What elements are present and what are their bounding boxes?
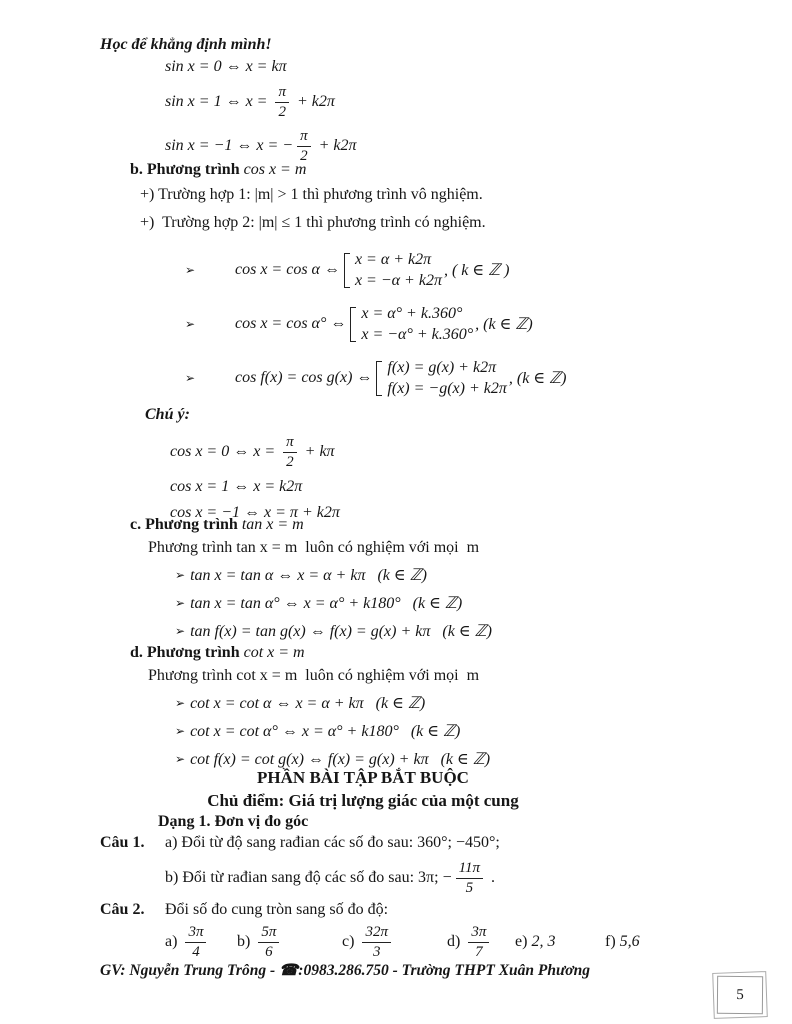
fraction-numerator: 11π — [456, 860, 483, 878]
option-a — [165, 920, 210, 964]
option-c — [342, 920, 395, 964]
dang1-title: Dạng 1. Đơn vị đo góc — [158, 813, 309, 830]
fraction-numerator: π — [275, 84, 289, 102]
option-value: 5,6 — [619, 933, 640, 950]
math-text: + kπ — [300, 443, 335, 460]
math-text: sin x = 0 ⇔ x = kπ — [165, 58, 287, 75]
math-tail: , (k ∈ ℤ) — [475, 316, 533, 333]
fraction-denominator: 4 — [192, 943, 200, 960]
math-text: cos x = 1 ⇔ x = k2π — [170, 478, 303, 495]
note-label: Chú ý: — [145, 406, 190, 423]
sin-eq-zero — [165, 54, 357, 80]
cos-bullet-alpha — [185, 243, 566, 297]
fraction — [258, 924, 279, 959]
fraction — [283, 434, 297, 469]
case-2-line: +) Trường hợp 2: |m| ≤ 1 thì phương trình có nghiệm. — [140, 214, 486, 231]
fraction-denominator: 6 — [265, 943, 273, 960]
section-c-heading — [130, 516, 304, 534]
math-text: cot x = cot α ⇔ x = α + kπ (k ∈ ℤ) — [190, 695, 426, 712]
fraction-denominator: 2 — [278, 103, 286, 120]
math-lhs: cos x = cos α° ⇔ — [235, 315, 347, 332]
math-lhs: cos x = cos α ⇔ — [235, 261, 340, 278]
cau1-part-b — [165, 856, 495, 900]
fraction-numerator: π — [283, 434, 297, 452]
option-label: c) — [342, 933, 359, 950]
part-title: PHẦN BÀI TẬP BẮT BUỘC — [257, 768, 469, 787]
cau1-part-a: a) Đổi từ độ sang rađian các số đo sau: 360°; −450°; — [165, 834, 500, 851]
system-row: x = α° + k.360° — [361, 304, 463, 322]
heading-label: c. Phương trình — [130, 516, 242, 533]
fraction-denominator: 2 — [286, 453, 294, 470]
system-row: x = −α + k2π — [354, 271, 442, 289]
arrow-bullet-icon: ➢ — [175, 724, 186, 738]
page-number-box — [712, 971, 768, 1019]
math-text: cos x = 0 ⇔ x = — [170, 443, 280, 460]
fraction-numerator: 3π — [468, 924, 489, 942]
cos-eq-zero — [170, 430, 340, 474]
math-text: cot x = cot α° ⇔ x = α° + k180° (k ∈ ℤ) — [190, 723, 461, 740]
option-label: f) — [605, 933, 620, 950]
cau1-label: Câu 1. — [100, 834, 145, 851]
option-label: b) — [237, 933, 255, 950]
arrow-bullet-icon: ➢ — [175, 624, 186, 638]
option-label: d) — [447, 933, 465, 950]
question-text: . — [487, 869, 496, 886]
cos-note-equations — [170, 430, 340, 526]
fraction — [275, 84, 289, 119]
arrow-bullet-icon: ➢ — [175, 568, 186, 582]
math-text: tan f(x) = tan g(x) ⇔ f(x) = g(x) + kπ (k ∈ ℤ) — [190, 623, 492, 640]
sin-eq-one — [165, 80, 357, 124]
heading-math: cot x = m — [243, 644, 305, 661]
cau2-options-row — [165, 920, 725, 966]
fraction — [362, 924, 391, 959]
system-row: x = α + k2π — [354, 250, 432, 268]
tan-bullet — [175, 561, 492, 589]
cos-bullet-alpha-deg — [185, 297, 566, 351]
fraction — [456, 860, 483, 895]
page-motto: Học để khẳng định mình! — [100, 36, 272, 53]
cos-bullet-fg — [185, 351, 566, 405]
fraction — [297, 128, 311, 163]
section-d-heading — [130, 644, 305, 662]
heading-math: tan x = m — [241, 516, 304, 533]
option-e — [515, 920, 555, 964]
fraction-numerator: π — [297, 128, 311, 146]
option-value: 2, 3 — [531, 933, 556, 950]
math-text: tan x = tan α° ⇔ x = α° + k180° (k ∈ ℤ) — [190, 595, 463, 612]
math-text: cos x = −1 ⇔ x = π + k2π — [170, 504, 340, 521]
option-d — [447, 920, 493, 964]
equation-system — [350, 305, 473, 344]
page-number: 5 — [717, 976, 763, 1014]
question-text: b) Đổi từ rađian sang độ các số đo sau: 3π; − — [165, 869, 452, 886]
arrow-bullet-icon: ➢ — [175, 752, 186, 766]
fraction-denominator: 7 — [475, 943, 483, 960]
fraction-numerator: 3π — [185, 924, 206, 942]
math-text: tan x = tan α ⇔ x = α + kπ (k ∈ ℤ) — [190, 567, 427, 584]
option-f — [605, 920, 640, 964]
arrow-bullet-icon: ➢ — [185, 317, 196, 331]
section-d-intro: Phương trình cot x = m luôn có nghiệm với mọi m — [148, 667, 480, 684]
footer-teacher-info: GV: Nguyễn Trung Trông - ☎:0983.286.750 - Trường THPT Xuân Phương — [100, 962, 590, 979]
math-text: sin x = −1 ⇔ x = − — [165, 137, 294, 154]
section-c-intro: Phương trình tan x = m luôn có nghiệm với mọi m — [148, 539, 480, 556]
fraction — [185, 924, 206, 959]
math-text: + k2π — [314, 137, 357, 154]
option-label: a) — [165, 933, 182, 950]
heading-label: b. Phương trình — [130, 161, 244, 178]
math-text: sin x = 1 ⇔ x = — [165, 93, 272, 110]
math-text: cot f(x) = cot g(x) ⇔ f(x) = g(x) + kπ (k ∈ ℤ) — [190, 751, 491, 768]
fraction — [468, 924, 489, 959]
section-b-heading — [130, 161, 306, 179]
cau2-text: Đổi số đo cung tròn sang số đo độ: — [165, 901, 389, 918]
fraction-denominator: 3 — [372, 943, 381, 960]
cos-bullets-block — [185, 243, 566, 405]
tan-bullet — [175, 617, 492, 645]
equation-system — [344, 251, 442, 290]
cot-bullet — [175, 717, 490, 745]
tan-bullet — [175, 589, 492, 617]
math-tail: , (k ∈ ℤ) — [508, 370, 567, 387]
arrow-bullet-icon: ➢ — [185, 371, 196, 385]
fraction-denominator: 2 — [300, 147, 308, 164]
math-lhs: cos f(x) = cos g(x) ⇔ — [235, 369, 373, 386]
sin-equations-block — [165, 54, 357, 168]
equation-system — [376, 359, 506, 398]
heading-label: d. Phương trình — [130, 644, 244, 661]
arrow-bullet-icon: ➢ — [175, 696, 186, 710]
arrow-bullet-icon: ➢ — [185, 263, 196, 277]
cau2-label: Câu 2. — [100, 901, 145, 918]
option-b — [237, 920, 283, 964]
math-tail: , ( k ∈ ℤ ) — [443, 262, 510, 279]
fraction-numerator: 32π — [362, 924, 391, 942]
fraction-numerator: 5π — [258, 924, 279, 942]
cot-bullets-block — [175, 689, 490, 773]
option-label: e) — [515, 933, 532, 950]
cos-eq-one — [170, 474, 340, 500]
system-row: f(x) = −g(x) + k2π — [387, 379, 507, 397]
tan-bullets-block — [175, 561, 492, 645]
math-text: + k2π — [292, 93, 335, 110]
arrow-bullet-icon: ➢ — [175, 596, 186, 610]
heading-math: cos x = m — [243, 161, 307, 178]
case-1-line: +) Trường hợp 1: |m| > 1 thì phương trình vô nghiệm. — [140, 186, 483, 203]
system-row: x = −α° + k.360° — [361, 325, 474, 343]
topic-title: Chủ điểm: Giá trị lượng giác của một cung — [207, 791, 519, 810]
fraction-denominator: 5 — [465, 879, 474, 896]
cot-bullet — [175, 689, 490, 717]
system-row: f(x) = g(x) + k2π — [387, 358, 497, 376]
